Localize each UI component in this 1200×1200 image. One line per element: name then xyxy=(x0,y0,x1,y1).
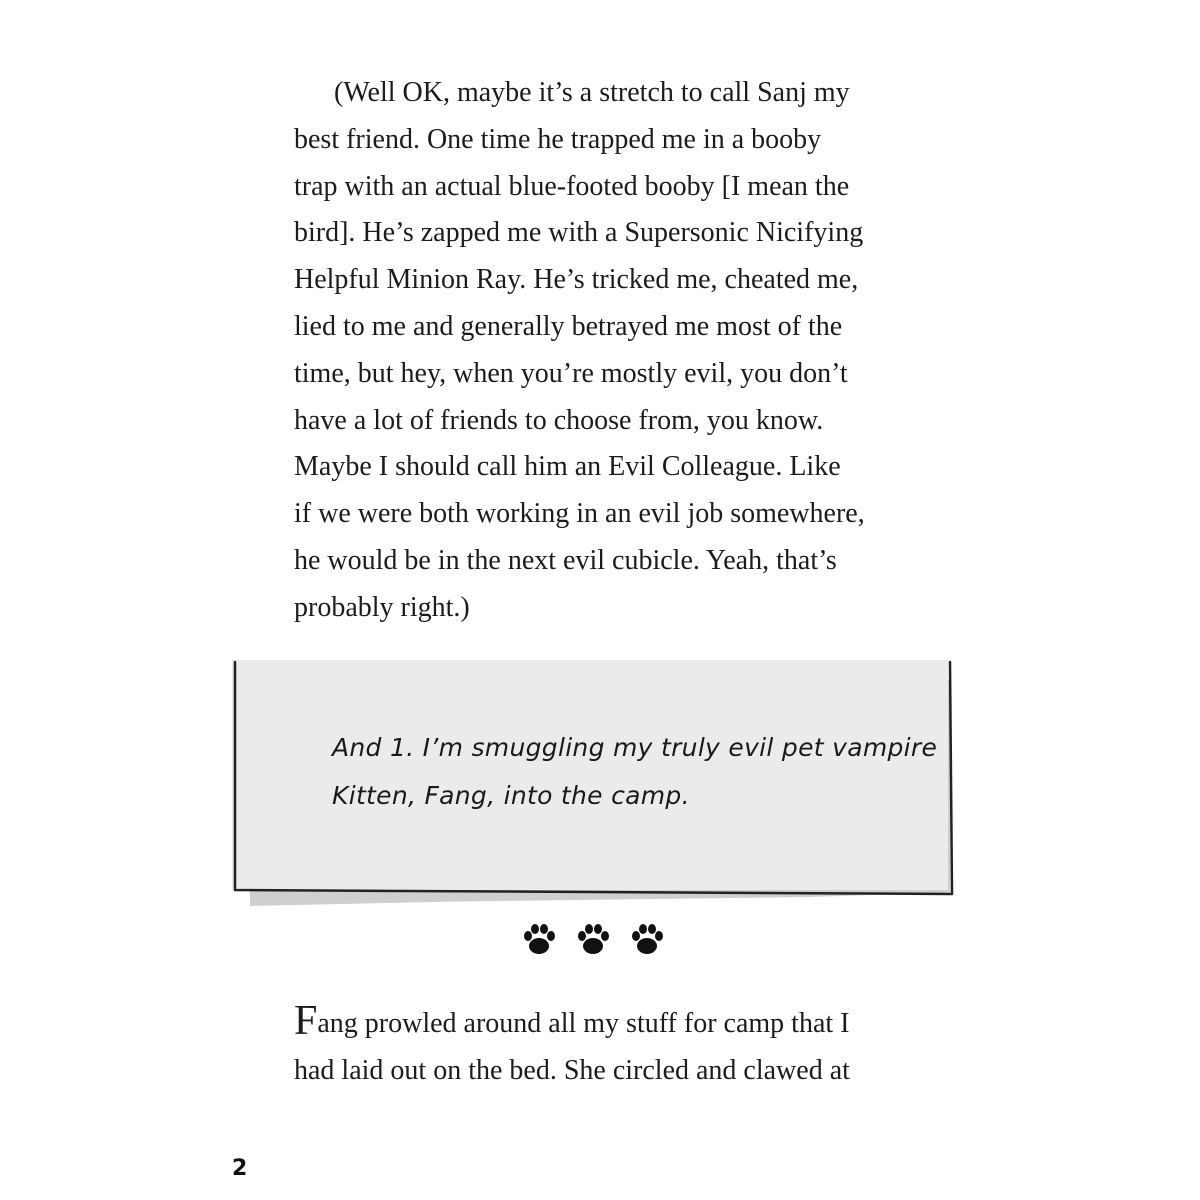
paw-print-icon xyxy=(630,922,664,958)
text-line: Maybe I should call him an Evil Colleague. Like xyxy=(294,451,841,483)
text-line: he would be in the next evil cubicle. Yeah, that’s xyxy=(294,544,837,576)
page-number: 2 xyxy=(232,1156,248,1181)
note-text xyxy=(332,724,938,820)
drop-cap: F xyxy=(294,998,318,1044)
text-line: have a lot of friends to choose from, you know. xyxy=(294,404,824,436)
paragraph-fang xyxy=(294,1000,894,1095)
text-line: if we were both working in an evil job somewhere, xyxy=(294,498,865,530)
section-separator xyxy=(520,922,680,962)
text-line: Helpful Minion Ray. He’s tricked me, cheated me, xyxy=(294,264,859,296)
text-line-rest: ang prowled around all my stuff for camp that I xyxy=(317,1008,850,1039)
text-line: had laid out on the bed. She circled and clawed at xyxy=(294,1054,850,1086)
text-line: best friend. One time he trapped me in a booby xyxy=(294,123,822,155)
note-line: And 1. I’m smuggling my truly evil pet vampire xyxy=(332,733,938,762)
paw-print-icon xyxy=(522,922,556,958)
text-line: bird]. He’s zapped me with a Supersonic Nicifying xyxy=(294,217,864,249)
text-line: (Well OK, maybe it’s a stretch to call Sanj my xyxy=(334,77,850,108)
text-line: lied to me and generally betrayed me most of the xyxy=(294,310,843,342)
paw-print-icon xyxy=(576,922,610,958)
handwritten-note-card xyxy=(232,660,954,912)
text-line: time, but hey, when you’re mostly evil, you don’t xyxy=(294,357,848,389)
paragraph-sanj xyxy=(294,70,894,632)
text-line: probably right.) xyxy=(294,591,470,623)
text-line xyxy=(294,1000,894,1048)
note-line: Kitten, Fang, into the camp. xyxy=(332,781,690,810)
text-line: trap with an actual blue-footed booby [I mean the xyxy=(294,170,850,202)
